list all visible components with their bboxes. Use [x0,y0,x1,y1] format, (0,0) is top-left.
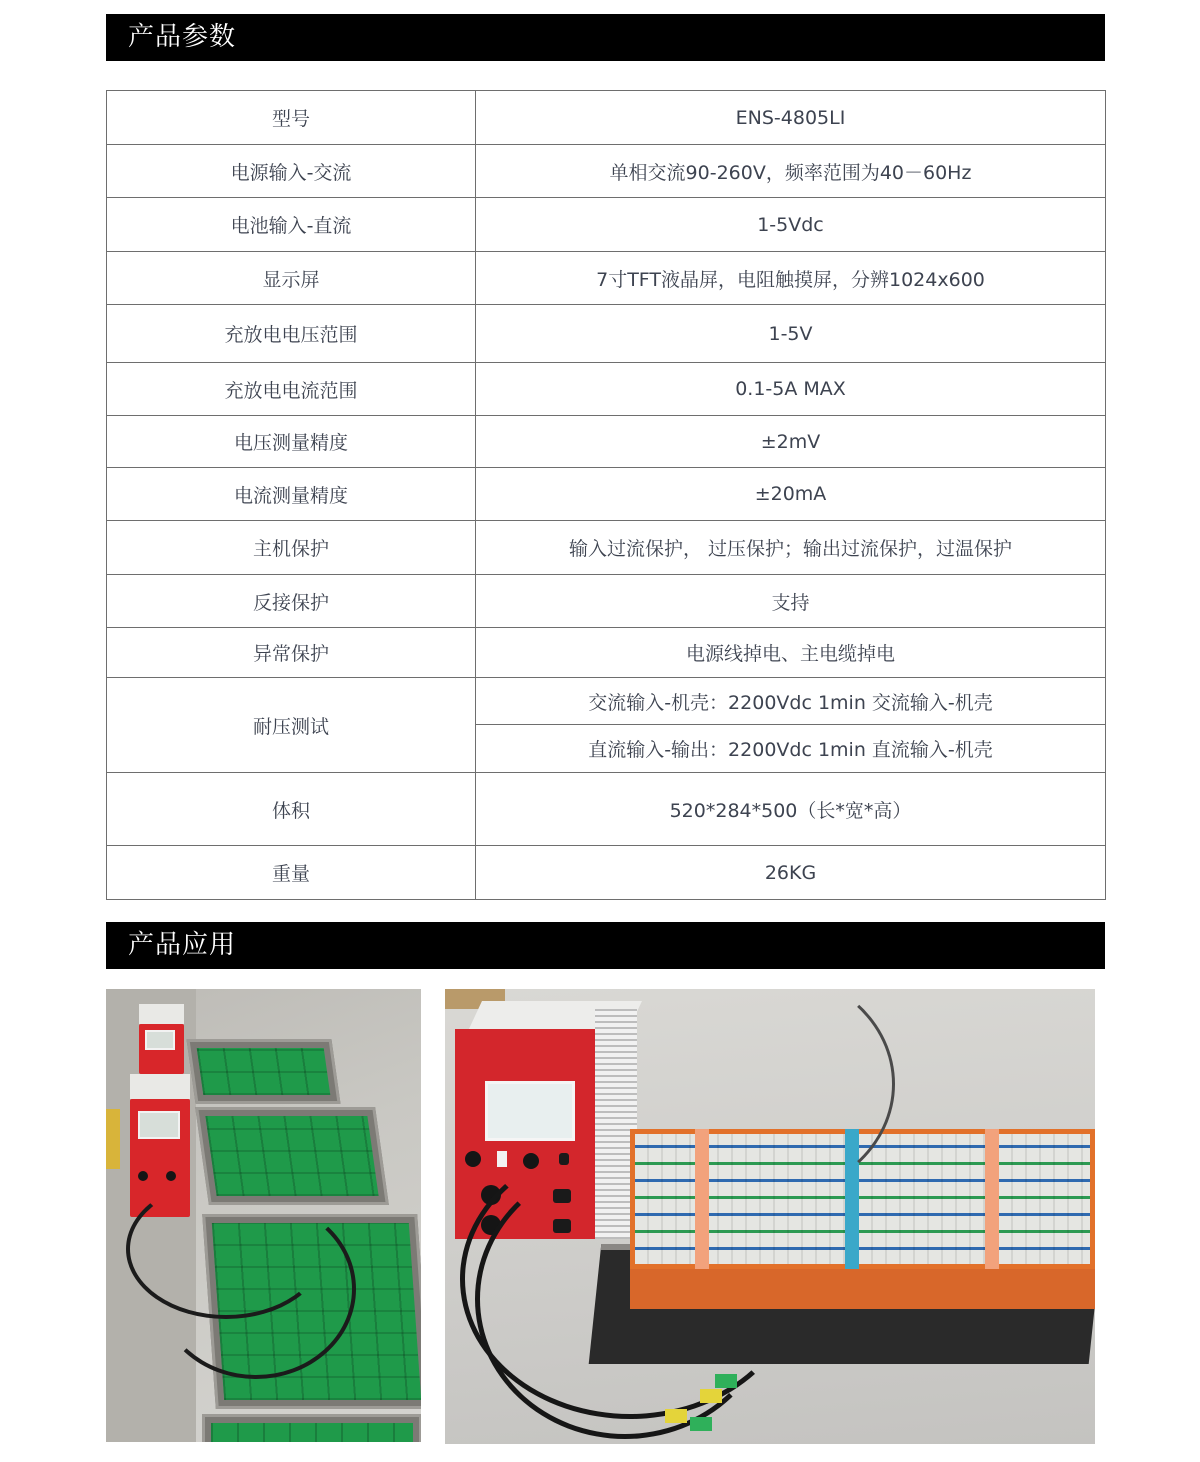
spec-label: 型号 [107,91,476,145]
spec-label: 重量 [107,846,476,900]
spec-label: 耐压测试 [107,678,476,773]
spec-label: 充放电电流范围 [107,363,476,416]
cable [475,1159,775,1439]
connector [715,1374,737,1388]
table-row [107,363,1106,416]
spec-label: 体积 [107,773,476,846]
spec-label: 显示屏 [107,252,476,305]
spec-label: 电压测量精度 [107,416,476,468]
touch-screen [485,1081,575,1141]
spec-label: 反接保护 [107,575,476,628]
table-row [107,145,1106,198]
battery-pack [202,1414,421,1442]
spec-value: 26KG [476,846,1106,900]
spec-value: 1-5Vdc [476,198,1106,252]
floor-marking [106,1109,120,1169]
spec-value: 支持 [476,575,1106,628]
spec-value: ±2mV [476,416,1106,468]
connector [665,1409,687,1423]
power-socket [465,1151,481,1167]
table-row [107,252,1106,305]
table-row [107,305,1106,363]
battery-pack [186,1039,340,1104]
application-photo-right [445,989,1095,1444]
cable [156,1199,356,1379]
table-row [107,468,1106,521]
table-row [107,846,1106,900]
spec-value: 0.1-5A MAX [476,363,1106,416]
table-row [107,91,1106,145]
spec-value: 电源线掉电、主电缆掉电 [476,628,1106,678]
table-row [107,678,1106,725]
section-title-product-parameters: 产品参数 [106,14,1105,61]
connector [700,1389,722,1403]
table-row [107,628,1106,678]
spec-label: 主机保护 [107,521,476,575]
application-photo-left [106,989,421,1442]
table-row [107,773,1106,846]
switch [497,1151,507,1167]
spec-value: 1-5V [476,305,1106,363]
table-row [107,198,1106,252]
spec-value: ENS-4805LI [476,91,1106,145]
spec-label: 电源输入-交流 [107,145,476,198]
spec-label: 电池输入-直流 [107,198,476,252]
spec-value: 7寸TFT液晶屏，电阻触摸屏，分辨1024x600 [476,252,1106,305]
busbar [985,1129,999,1269]
spec-table [106,90,1106,900]
spec-value: 输入过流保护， 过压保护；输出过流保护，过温保护 [476,521,1106,575]
spec-value: 交流输入-机壳：2200Vdc 1min 交流输入-机壳 [476,678,1106,725]
table-row [107,416,1106,468]
connector [690,1417,712,1431]
spec-label: 充放电电压范围 [107,305,476,363]
table-row [107,575,1106,628]
charger-unit [139,1024,184,1074]
spec-label: 电流测量精度 [107,468,476,521]
spec-value: 直流输入-输出：2200Vdc 1min 直流输入-机壳 [476,725,1106,773]
table-row [107,521,1106,575]
section-title-product-applications: 产品应用 [106,922,1105,969]
spec-label: 异常保护 [107,628,476,678]
spec-value: 单相交流90-260V，频率范围为40－60Hz [476,145,1106,198]
spec-value: 520*284*500（长*宽*高） [476,773,1106,846]
spec-value: ±20mA [476,468,1106,521]
